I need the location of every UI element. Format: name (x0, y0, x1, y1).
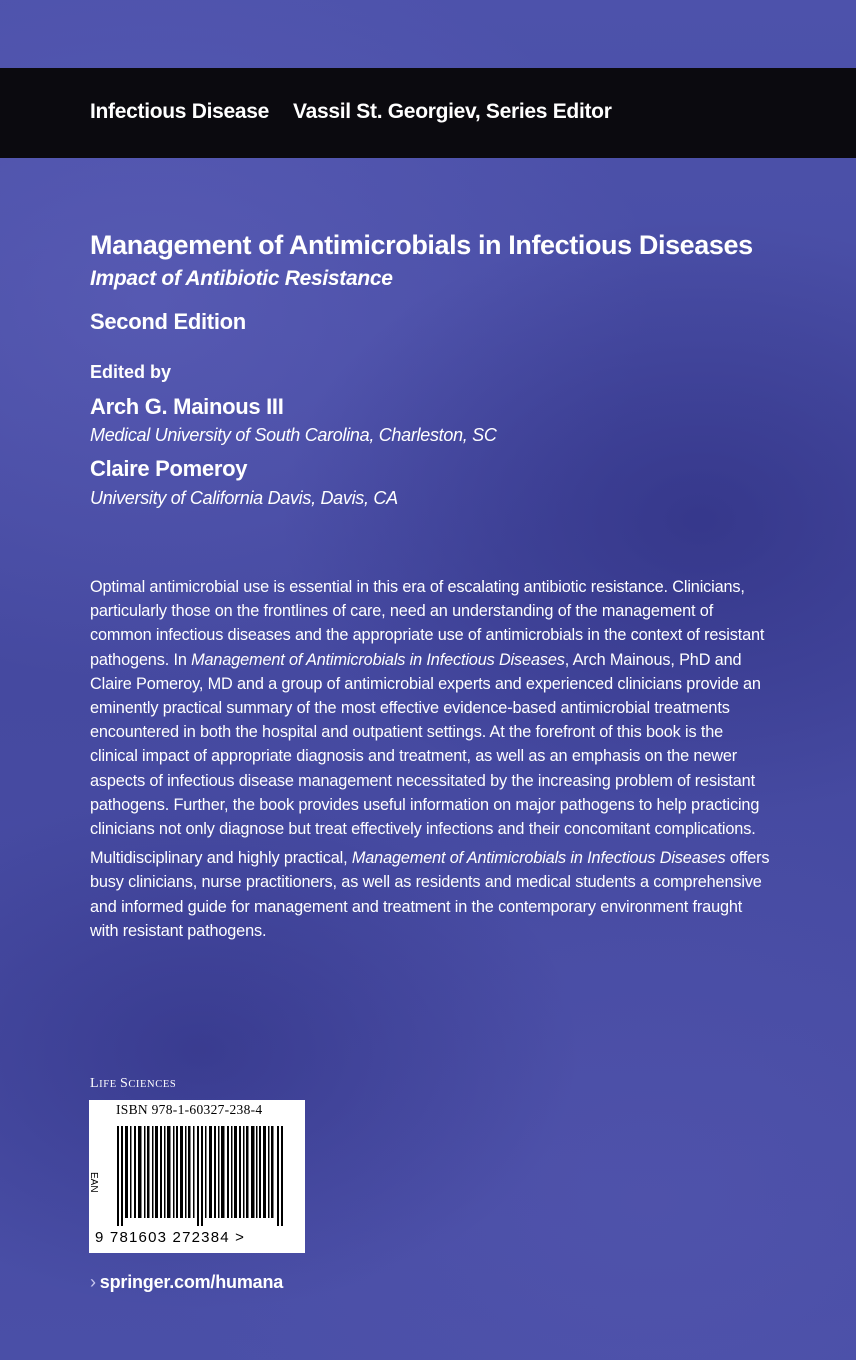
isbn-number: ISBN 978-1-60327-238-4 (116, 1102, 263, 1117)
editor-name: Arch G. Mainous III (90, 394, 284, 419)
series-editor: Vassil St. Georgiev, Series Editor (293, 100, 612, 123)
subject-category (90, 1076, 176, 1092)
series-name: Infectious Disease (90, 100, 270, 123)
series-line (90, 100, 612, 124)
barcode-digits: 9 781603 272384 > (95, 1229, 246, 1246)
publisher-link[interactable] (90, 1272, 283, 1293)
barcode-lines (117, 1126, 283, 1226)
description-paragraph (90, 575, 770, 841)
description-book-title: Management of Antimicrobials in Infectious Diseases (351, 849, 726, 868)
description-text: Optimal antimicrobial use is essential in this era of escalating antibiotic resistance. Clinicians, particularly those on the frontlines of care, need an understanding of the management of common infectious diseases and the appropriate use of antimicrobials in the context of resistant pathogens. In (90, 578, 765, 669)
description-text: offers busy clinicians, nurse practitioners, as well as residents and medical students a comprehensive and informed guide for management and treatment in the contemporary environment fraught with resistant pathogens. (90, 849, 770, 940)
category-initial: L (90, 1076, 100, 1091)
editor-affiliation: Medical University of South Carolina, Charleston, SC (90, 425, 497, 445)
category-rest: CIENCES (128, 1079, 177, 1090)
ean-label: EAN (88, 1172, 99, 1193)
book-title: Management of Antimicrobials in Infectious Diseases (90, 230, 753, 260)
publisher-url-text: springer.com/humana (99, 1272, 284, 1292)
category-rest: IFE (99, 1079, 120, 1090)
barcode-bars (117, 1126, 285, 1226)
description-paragraph (90, 846, 770, 943)
description-text: Multidisciplinary and highly practical, (90, 849, 352, 868)
category-initial: S (119, 1076, 129, 1091)
chevron-right-icon: › (90, 1272, 96, 1292)
editor-affiliation: University of California Davis, Davis, CA (90, 488, 398, 508)
book-description (90, 575, 770, 943)
description-book-title: Management of Antimicrobials in Infectious Diseases (191, 650, 565, 669)
editor-name: Claire Pomeroy (90, 456, 248, 481)
barcode-panel (89, 1100, 305, 1253)
book-subtitle: Impact of Antibiotic Resistance (90, 267, 393, 290)
book-edition: Second Edition (90, 309, 246, 334)
description-text: , Arch Mainous, PhD and Claire Pomeroy, MD and a group of antimicrobial experts and experienced clinicians provide an eminently practical summary of the most effective evidence-based antimicrobial treatments encountered in both the hospital and outpatient settings. At the forefront of this book is the clinical impact of appropriate diagnosis and treatment, as well as an emphasis on the newer aspects of infectious disease management necessitated by the increasing problem of resistant pathogens. Further, the book provides useful information on major pathogens to help practicing clinicians not only diagnose but treat effectively infections and their concomitant complications. (90, 650, 761, 839)
edited-by-label: Edited by (90, 362, 172, 382)
